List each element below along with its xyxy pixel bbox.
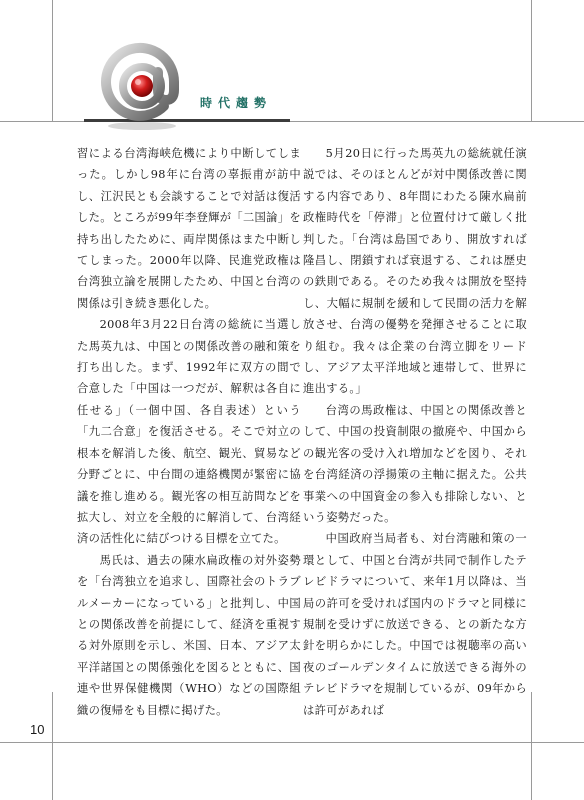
top-right-vertical-rule bbox=[531, 0, 532, 122]
page-number: 10 bbox=[30, 722, 45, 737]
bottom-right-vertical-rule bbox=[531, 692, 532, 800]
footer-rule bbox=[0, 742, 584, 743]
left-paragraph-3: 馬氏は、過去の陳水扁政権の対外姿勢を「台湾独立を追求し、国際社会のトラブルメーカーになっている」と批判し、中国との関係改善を前提にして、経済を重視する対外原則を示し、米国、日本、アジア太平洋諸国との関係強化を図るとともに、国連や世界保健機関（WHO）などの国際組織の復帰をも目標に掲げた。 bbox=[77, 553, 301, 717]
top-left-vertical-rule bbox=[52, 0, 53, 122]
header-rule-left bbox=[0, 121, 84, 122]
left-paragraph-2: 2008年3月22日台湾の総統に当選した馬英九は、中国との関係改善の融和策を打ち出した。まず、1992年に双方の間で合意した「中国は一つだが、解釈は各自に任せる」（一個中国、各自表述）という「九二合意」を復活させる。そこで対立の根本を解消した後、航空、観光、貿易など分野ごとに、中台間の連絡機関が緊密に協議を推し進める。観光客の相互訪問などを拡大し、対立を全般的に解消して、台湾経済の活性化に結びつける目標を立てた。 bbox=[77, 318, 301, 546]
section-title: 時代趨勢 bbox=[200, 96, 273, 110]
bottom-left-vertical-rule bbox=[52, 692, 53, 800]
right-paragraph-2: 台湾の馬政権は、中国との関係改善として、中国の投資制限の撤廃や、中国からの観光客の受け入れ増加などを図り、それを台湾経済の浮揚策の主軸に据えた。公共事業への中国資金の参入も排除しない、という姿勢だった。 bbox=[303, 403, 527, 524]
right-text-column bbox=[303, 143, 527, 721]
right-paragraph-1: 5月20日に行った馬英九の総統就任演説では、そのほとんどが対中関係改善に関する内容であり、8年間にわたる陳水扁前政権時代を「停滞」と位置付けて厳しく批判した。「台湾は島国であり、開放すれば隆昌し、閉鎖すれば衰退する、これは歴史の鉄則である。そのため我々は開放を堅持し、大幅に規制を緩和して民間の活力を解放させ、台湾の優勢を発揮させることに取り組む。我々は企業の台湾立脚をリードし、アジア太平洋地域と連帯して、世界に進出する。」 bbox=[303, 147, 527, 396]
left-paragraph-1: 習による台湾海峡危機により中断してしまった。しかし98年に台湾の辜振甫が訪中し、江沢民とも会談することで対話は復活した。ところが99年李登輝が「二国論」を持ち出したために、両岸関係はまた中断してしまった。2000年以降、民進党政権は台湾独立論を展開したため、中国と台湾の関係は引き続き悪化した。 bbox=[77, 147, 301, 310]
left-text-column bbox=[77, 143, 301, 721]
at-sign-logo-icon bbox=[94, 40, 190, 132]
header-rule-right bbox=[290, 121, 584, 122]
right-paragraph-3: 中国政府当局者も、対台湾融和策の一環として、中国と台湾が共同で制作したテレビドラマについて、来年1月以降は、当局の許可を受ければ国内のドラマと同様に規制を受けずに放送できる、との新たな方針を明らかにした。中国では視聴率の高い夜のゴールデンタイムに放送できる海外のテレビドラマを規制しているが、09年からは許可があれば bbox=[303, 532, 527, 717]
